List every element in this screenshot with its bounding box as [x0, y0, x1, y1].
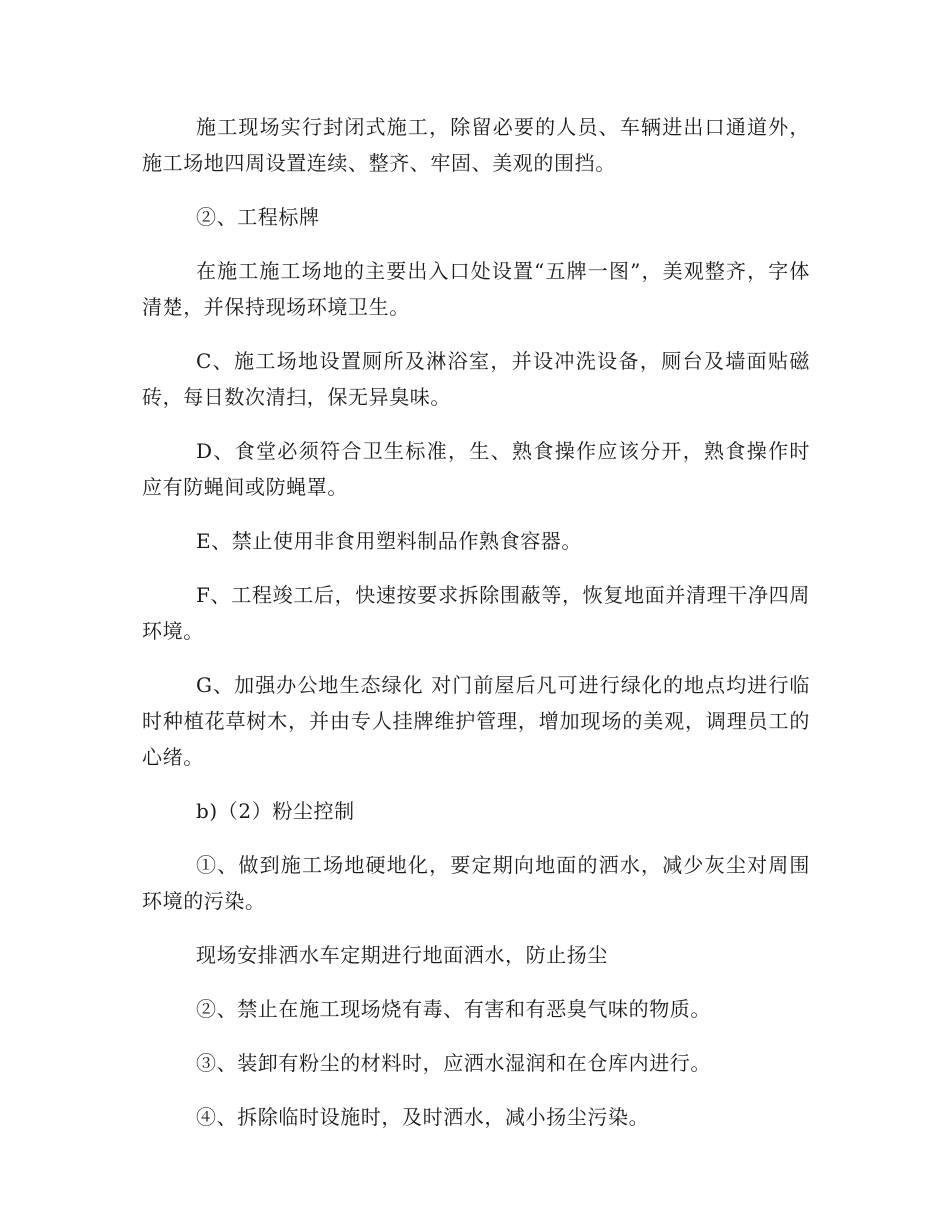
paragraph-no-burning: ②、禁止在施工现场烧有毒、有害和有恶臭气味的物质。	[196, 997, 711, 1021]
paragraph-toilets-showers: C、施工场地设置厕所及淋浴室，并设冲洗设备，厕台及墙面贴磁砖，每日数次清扫，保无异臭味。	[142, 349, 810, 409]
paragraph-completion-cleanup: F、工程竣工后，快速按要求拆除围蔽等，恢复地面并清理干净四周环境。	[142, 583, 810, 643]
paragraph-enclosed-construction: 施工现场实行封闭式施工，除留必要的人员、车辆进出口通道外，施工场地四周设置连续、整齐、牢固、美观的围挡。	[142, 115, 810, 175]
paragraph-greening: G、加强办公地生态绿化 对门前屋后凡可进行绿化的地点均进行临时种植花草树木，并由专人挂牌维护管理，增加现场的美观，调理员工的心绪。	[142, 673, 810, 769]
paragraph-sprinkler-truck: 现场安排洒水车定期进行地面洒水，防止扬尘	[196, 943, 608, 967]
paragraph-plastic-containers: E、禁止使用非食用塑料制品作熟食容器。	[196, 529, 582, 553]
paragraph-hard-surface-watering: ①、做到施工场地硬地化，要定期向地面的洒水，减少灰尘对周围环境的污染。	[142, 853, 810, 913]
paragraph-demolition-watering: ④、拆除临时设施时，及时洒水，减小扬尘污染。	[196, 1105, 650, 1129]
document-body	[142, 109, 810, 1135]
paragraph-dusty-materials: ③、装卸有粉尘的材料时，应洒水湿润和在仓库内进行。	[196, 1051, 711, 1075]
paragraph-five-boards-one-map: 在施工施工场地的主要出入口处设置“五牌一图”，美观整齐，字体清楚，并保持现场环境卫生。	[142, 259, 810, 319]
paragraph-canteen-hygiene: D、食堂必须符合卫生标准，生、熟食操作应该分开，熟食操作时应有防蝇间或防蝇罩。	[142, 439, 810, 499]
paragraph-dust-control-heading: b)（2）粉尘控制	[196, 799, 355, 823]
paragraph-project-signboard-heading: ②、工程标牌	[196, 205, 320, 229]
